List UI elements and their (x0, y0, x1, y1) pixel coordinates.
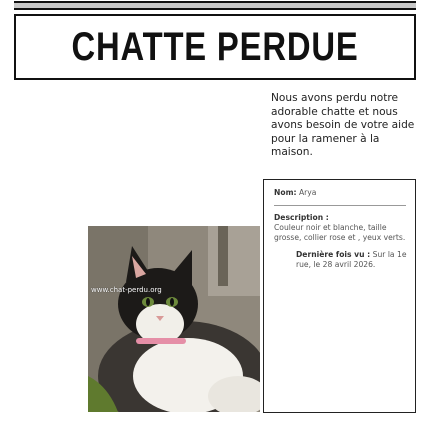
description-text: Couleur noir et blanche, taille grosse, collier rose et , yeux verts. (274, 223, 406, 243)
poster-title: CHATTE PERDUE (71, 24, 359, 69)
last-seen-text: Sur la 1e rue, le 28 avril 2026. (296, 249, 407, 270)
cat-photo (88, 226, 260, 412)
last-seen-row (274, 250, 409, 271)
name-label: Nom: (274, 188, 297, 197)
photo-caption: www.chat-perdu.org (91, 286, 162, 294)
last-seen-label: Dernière fois vu : (296, 249, 371, 259)
details-box (263, 179, 416, 413)
description-row (274, 213, 409, 224)
intro-text: Nous avons perdu notre adorable chatte et nous avons besoin de votre aide pour la ramener à la maison. (271, 92, 415, 159)
top-decorative-rule (14, 1, 416, 10)
separator-line (274, 205, 406, 206)
cat-photo-illustration (88, 226, 260, 412)
title-box (14, 14, 416, 80)
name-value: Arya (298, 188, 317, 197)
name-row (274, 188, 409, 199)
description-label: Description : (274, 212, 329, 222)
